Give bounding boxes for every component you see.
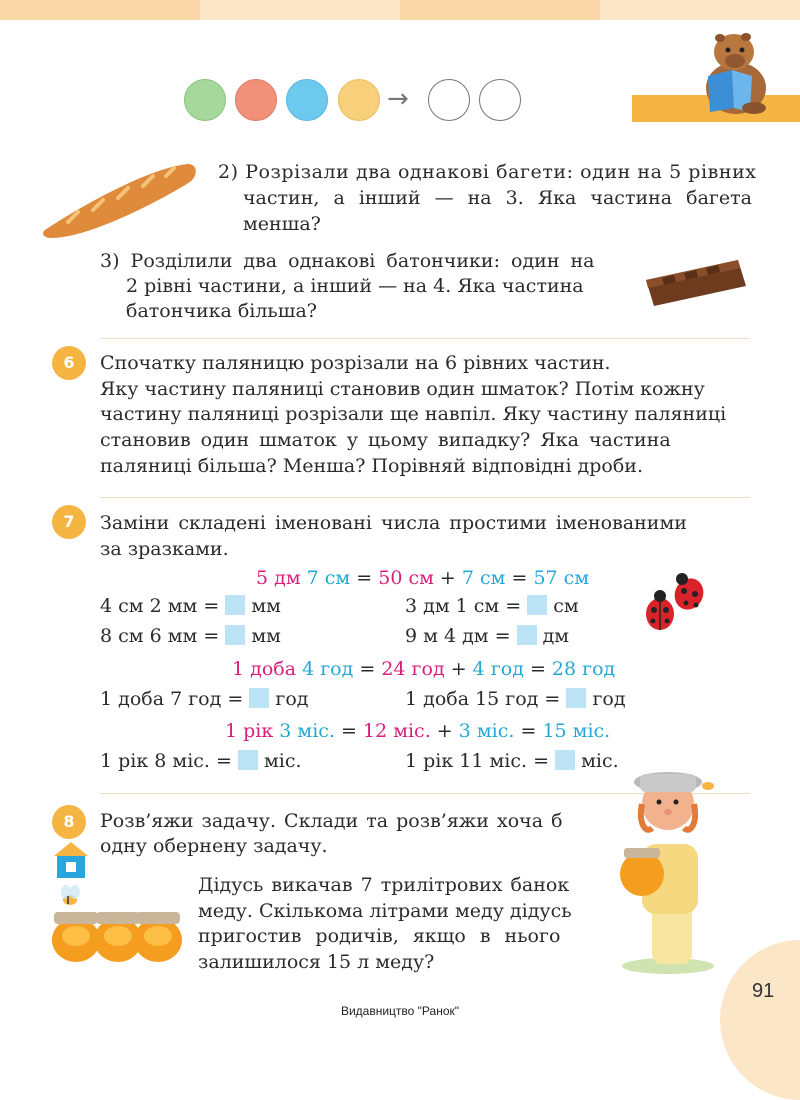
task7-intro-line2: за зразками. <box>100 538 229 560</box>
top-stripe-4 <box>600 0 800 20</box>
answer-box[interactable] <box>517 625 537 645</box>
answer-box[interactable] <box>238 750 258 770</box>
task8-intro-line1: Розв’яжи задачу. Склади та розв’яжи хоча б <box>100 810 563 832</box>
row1-left-unit: мм <box>251 595 281 617</box>
answer-box[interactable] <box>225 595 245 615</box>
row2-right <box>405 623 569 649</box>
sample2-eq: = <box>359 658 376 680</box>
publisher-footer: Видавництво "Ранок" <box>340 1004 460 1018</box>
row4-left-expr: 1 рік 8 міс. = <box>100 750 232 772</box>
sample2-b: 4 год <box>302 658 354 680</box>
house-icon <box>52 840 90 880</box>
row4-right-expr: 1 рік 11 міс. = <box>405 750 549 772</box>
yellow-circle <box>338 79 380 121</box>
row4-left <box>100 748 302 774</box>
sample1-d: 7 см <box>461 567 506 589</box>
row3-left-unit: год <box>275 688 309 710</box>
row3-left-expr: 1 доба 7 год = <box>100 688 244 710</box>
row3-right-expr: 1 доба 15 год = <box>405 688 561 710</box>
sample3-c: 12 міс. <box>362 720 431 742</box>
row4-right-unit: міс. <box>581 750 619 772</box>
answer-box[interactable] <box>555 750 575 770</box>
red-circle <box>235 79 277 121</box>
arrow-icon: → <box>387 84 409 114</box>
answer-box[interactable] <box>566 688 586 708</box>
answer-box[interactable] <box>527 595 547 615</box>
row2-left-unit: мм <box>251 625 281 647</box>
row2-left-expr: 8 см 6 мм = <box>100 625 220 647</box>
row2-right-expr: 9 м 4 дм = <box>405 625 511 647</box>
task5-item2-line3: менша? <box>243 213 321 235</box>
row1-right <box>405 593 579 619</box>
task6-line3: частину паляниці розрізали ще навпіл. Яку частину паляниці <box>100 403 727 425</box>
honey-jars-icon <box>48 884 186 964</box>
green-circle <box>184 79 226 121</box>
page-corner <box>720 940 800 1100</box>
blue-circle <box>286 79 328 121</box>
task8-problem-line4: залишилося 15 л меду? <box>198 951 435 973</box>
sample1-b: 7 см <box>306 567 351 589</box>
sample3-e: 15 міс. <box>542 720 611 742</box>
task8-problem-line1: Дідусь викачав 7 трилітрових банок <box>198 874 570 896</box>
row4-right <box>405 748 619 774</box>
sample3-eq: = <box>341 720 357 742</box>
sample2-c: 24 год <box>381 658 445 680</box>
sample1-e: 57 см <box>533 567 590 589</box>
task8-problem-line3: пригостив родичів, якщо в нього <box>198 925 561 947</box>
sample2-e: 28 год <box>551 658 616 680</box>
sample2-plus: + <box>450 658 467 680</box>
beekeeper-grandpa-icon <box>612 764 724 976</box>
sample-1 <box>256 565 589 591</box>
row2-right-unit: дм <box>542 625 570 647</box>
sample1-a: 5 дм <box>256 567 301 589</box>
ladybugs-icon <box>640 572 710 634</box>
task8-number-badge: 8 <box>52 805 86 839</box>
task8-intro-line2: одну обернену задачу. <box>100 835 328 857</box>
empty-circle-2 <box>479 79 521 121</box>
sample2-a: 1 доба <box>232 658 297 680</box>
row1-right-unit: см <box>553 595 579 617</box>
capybara-reading-book-icon <box>694 26 776 116</box>
separator-1 <box>100 338 750 339</box>
top-stripe-3 <box>400 0 600 20</box>
separator-2 <box>100 497 750 498</box>
sample3-a: 1 рік <box>225 720 274 742</box>
answer-box[interactable] <box>225 625 245 645</box>
task5-item3-line3: батончика більша? <box>126 300 317 322</box>
sample1-c: 50 см <box>378 567 434 589</box>
top-stripe-2 <box>200 0 400 20</box>
sample2-eq2: = <box>529 658 546 680</box>
task5-item3-line2: 2 рівні частини, а інший — на 4. Яка частина <box>126 275 584 297</box>
task6-line1: Спочатку паляницю розрізали на 6 рівних частин. <box>100 352 611 374</box>
task6-line2: Яку частину паляниці становив один шматок? Потім кожну <box>100 378 705 400</box>
task5-item3-line1: 3) Розділили два однакові батончики: один на <box>100 250 595 272</box>
baguette-icon <box>38 158 200 242</box>
task5-item2-line1: 2) Розрізали два однакові багети: один на 5 рівних <box>218 161 757 183</box>
answer-box[interactable] <box>249 688 269 708</box>
row3-right-unit: год <box>592 688 626 710</box>
sample3-plus: + <box>436 720 453 742</box>
sample-2 <box>232 656 615 682</box>
page-number: 91 <box>752 980 775 1002</box>
row4-left-unit: міс. <box>264 750 302 772</box>
sample1-plus: + <box>439 567 456 589</box>
row3-right <box>405 686 626 712</box>
sample2-d: 4 год <box>472 658 524 680</box>
sample3-d: 3 міс. <box>458 720 515 742</box>
sample3-eq2: = <box>520 720 537 742</box>
task7-number-badge: 7 <box>52 505 86 539</box>
sample-3 <box>225 718 610 744</box>
task8-problem-line2: меду. Скількома літрами меду дідусь <box>198 900 572 922</box>
row1-right-expr: 3 дм 1 см = <box>405 595 522 617</box>
sample1-eq2: = <box>511 567 528 589</box>
task7-intro-line1: Заміни складені іменовані числа простими іменованими <box>100 512 687 534</box>
sample1-eq: = <box>356 567 373 589</box>
task6-number-badge: 6 <box>52 346 86 380</box>
task5-item2-line2: частин, а інший — на 3. Яка частина багета <box>243 187 752 209</box>
sample3-b: 3 міс. <box>279 720 335 742</box>
chocolate-bar-icon <box>642 256 750 310</box>
task6-line5: паляниці більша? Менша? Порівняй відповідні дроби. <box>100 455 644 477</box>
row1-left-expr: 4 см 2 мм = <box>100 595 220 617</box>
row2-left <box>100 623 281 649</box>
row3-left <box>100 686 308 712</box>
task6-line4: становив один шматок у цьому випадку? Яка частина <box>100 429 671 451</box>
top-stripe-1 <box>0 0 200 20</box>
row1-left <box>100 593 281 619</box>
empty-circle-1 <box>428 79 470 121</box>
